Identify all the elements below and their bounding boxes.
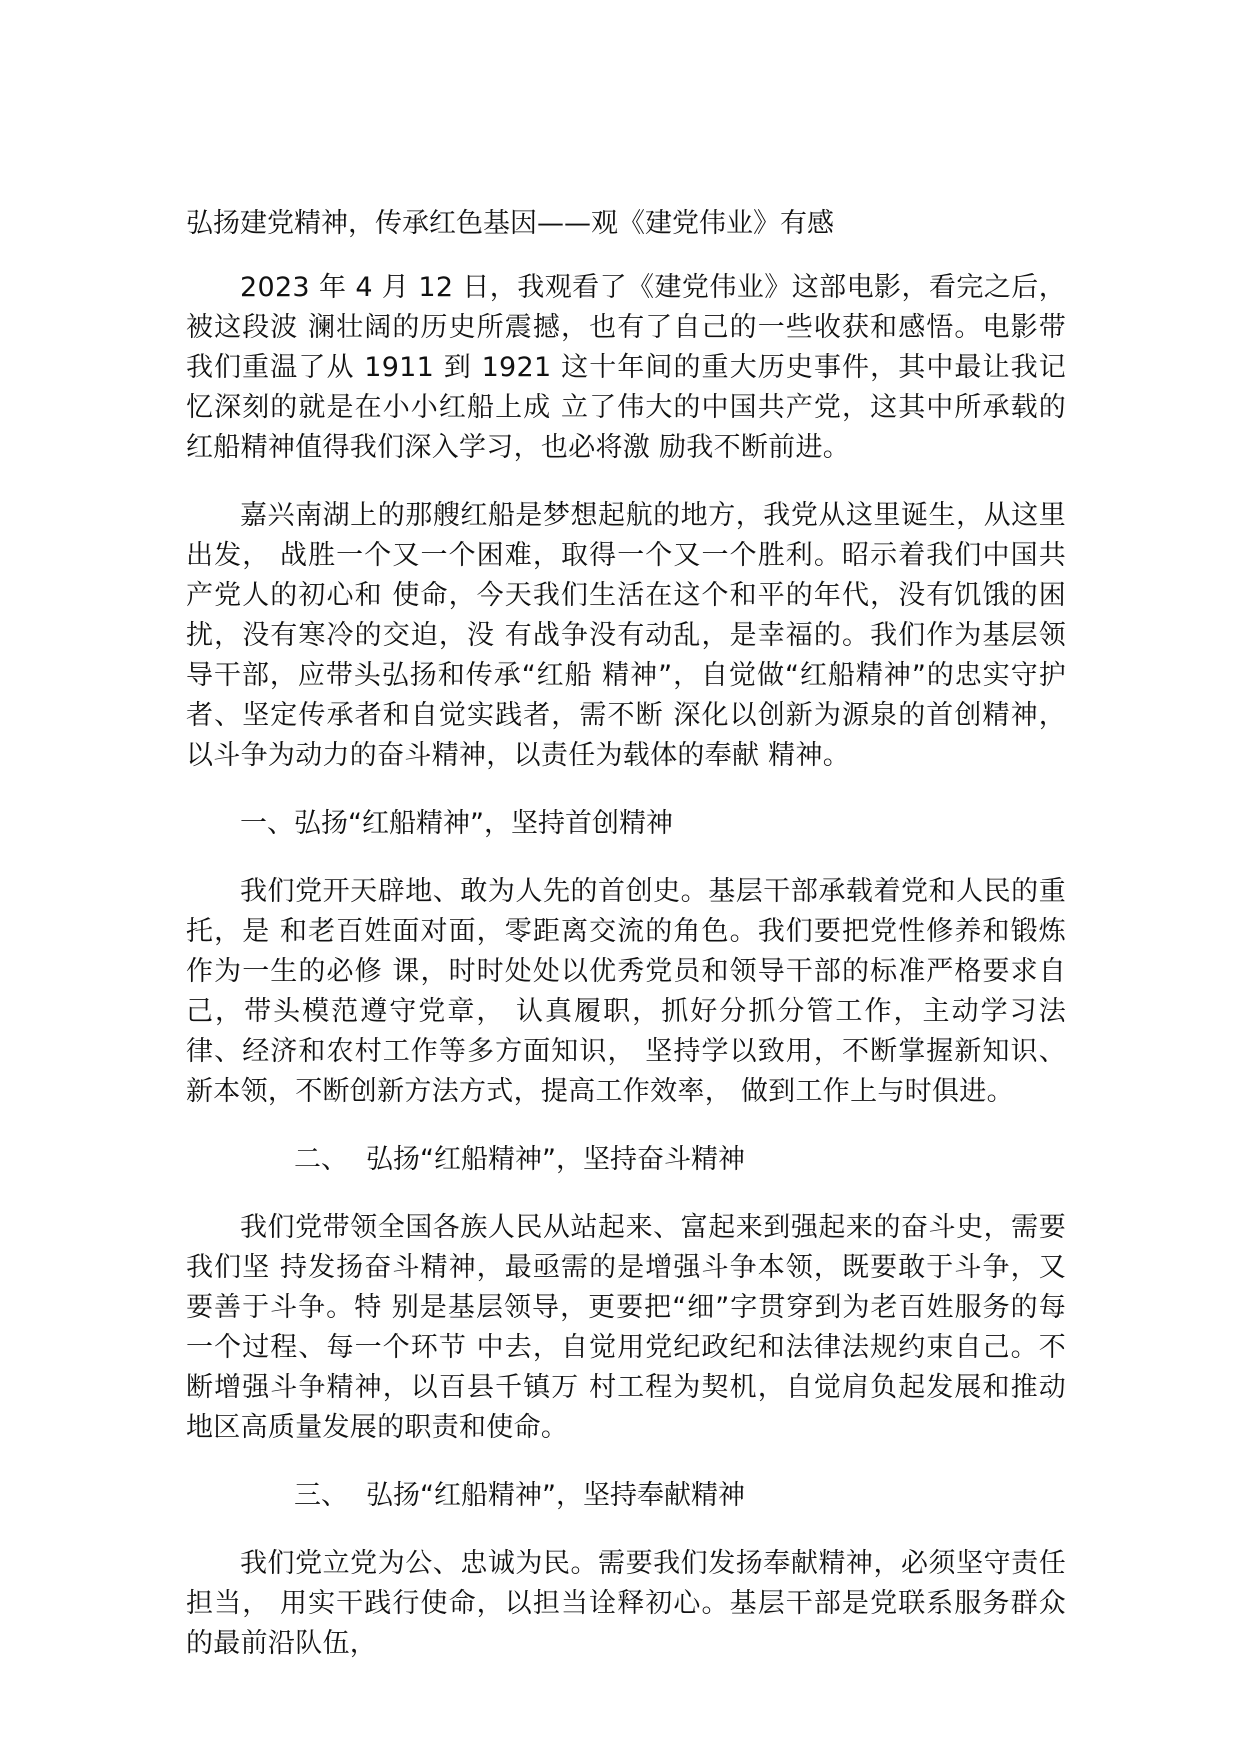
section-heading-text: 一、弘扬“红船精神”，坚持首创精神 — [240, 808, 673, 839]
intro-paragraph: 2023 年 4 月 12 日，我观看了《建党伟业》这部电影，看完之后，被这段波 澜壮阔的历史所震撼，也有了自己的一些收获和感悟。电影带我们重温了从 1911 到 1921 这十年间的重大历史事件，其中最让我记忆深刻的就是在小小红船上成 立了伟大的中国共产党，这其中所承载的红船精神值得我们深入学习，也必将激 励我不断前进。 — [186, 272, 1066, 463]
section-body: 我们党带领全国各族人民从站起来、富起来到强起来的奋斗史，需要我们坚 持发扬奋斗精神，最亟需的是增强斗争本领，既要敢于斗争，又要善于斗争。特 别是基层领导，更要把“细”字贯穿到为老百姓服务的每一个过程、每一个环节 中去，自觉用党纪政纪和法律法规约束自己。不断增强斗争精神，以百县千镇万 村工程为契机，自觉肩负起发展和推动地区高质量发展的职责和使命。 — [186, 1212, 1066, 1443]
section-body: 我们党立党为公、忠诚为民。需要我们发扬奉献精神，必须坚守责任担当， 用实干践行使命，以担当诠释初心。基层干部是党联系服务群众的最前沿队伍， — [186, 1548, 1066, 1659]
section-heading-text: 弘扬“红船精神”，坚持奋斗精神 — [366, 1144, 745, 1175]
section-3 — [186, 1476, 1066, 1664]
section-body: 我们党开天辟地、敢为人先的首创史。基层干部承载着党和人民的重托，是 和老百姓面对面，零距离交流的角色。我们要把党性修养和锻炼作为一生的必修 课，时时处处以优秀党员和领导干部的标准严格要求自己，带头模范遵守党章， 认真履职，抓好分抓分管工作，主动学习法律、经济和农村工作等多方面知识， 坚持学以致用，不断掌握新知识、新本领，不断创新方法方式，提高工作效率， 做到工作上与时俱进。 — [186, 876, 1066, 1107]
section-1 — [186, 804, 1066, 1112]
section-heading — [186, 1476, 1066, 1516]
document-title: 弘扬建党精神，传承红色基因——观《建党伟业》有感 — [186, 208, 834, 239]
document-body — [186, 190, 1066, 1664]
body-paragraph: 嘉兴南湖上的那艘红船是梦想起航的地方，我党从这里诞生，从这里出发， 战胜一个又一个困难，取得一个又一个胜利。昭示着我们中国共产党人的初心和 使命，今天我们生活在这个和平的年代，没有饥饿的困扰，没有寒冷的交迫，没 有战争没有动乱，是幸福的。我们作为基层领导干部，应带头弘扬和传承“红船 精神”，自觉做“红船精神”的忠实守护者、坚定传承者和自觉实践者，需不断 深化以创新为源泉的首创精神，以斗争为动力的奋斗精神，以责任为载体的奉献 精神。 — [186, 500, 1066, 771]
section-2 — [186, 1140, 1066, 1448]
section-heading — [186, 1140, 1066, 1180]
section-heading-text: 弘扬“红船精神”，坚持奉献精神 — [366, 1480, 745, 1511]
section-heading — [186, 804, 1066, 844]
section-number: 二、 — [294, 1144, 348, 1175]
section-number: 三、 — [294, 1480, 348, 1511]
